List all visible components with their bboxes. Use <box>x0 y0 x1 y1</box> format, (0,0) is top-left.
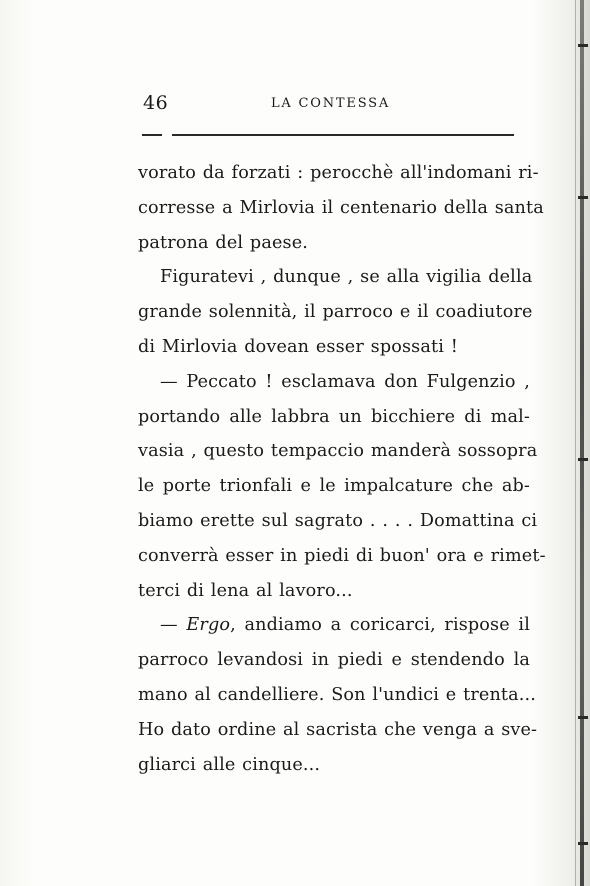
text-line: portando alle labbra un bicchiere di mal- <box>138 406 530 427</box>
book-edge <box>580 0 584 886</box>
text-line: Ho dato ordine al sacrista che venga a sve- <box>138 719 538 740</box>
edge-mark <box>578 44 588 47</box>
text-line: di Mirlovia dovean esser spossati ! <box>138 336 458 357</box>
text-line: — Peccato ! esclamava don Fulgenzio , <box>160 371 530 392</box>
dash: — <box>160 615 187 636</box>
text-line: converrà esser in piedi di buon' ora e rimet- <box>138 545 546 566</box>
text-line: gliarci alle cinque... <box>138 754 321 775</box>
text-line: le porte trionfali e le impalcature che ab- <box>138 476 530 497</box>
text-run: , andiamo a coricarci, rispose il <box>230 615 530 636</box>
running-header <box>143 92 523 116</box>
header-rule-short <box>142 134 162 136</box>
text-line: Figuratevi , dunque , se alla vigilia della <box>160 267 533 288</box>
edge-mark <box>578 716 588 719</box>
page-number: 46 <box>143 92 169 114</box>
italic-word: Ergo <box>186 615 231 636</box>
page-edge-line <box>575 0 576 886</box>
text-line: parroco levandosi in piedi e stendendo la <box>138 650 530 671</box>
edge-mark <box>578 458 588 461</box>
text-line: corresse a Mirlovia il centenario della santa <box>138 197 544 218</box>
text-line: patrona del paese. <box>138 232 309 253</box>
running-title: LA CONTESSA <box>271 96 391 111</box>
text-line: terci di lena al lavoro... <box>138 580 353 601</box>
edge-mark <box>578 842 588 845</box>
header-rule-long <box>172 134 514 136</box>
text-line: vorato da forzati : perocchè all'indomani ri- <box>138 163 539 183</box>
edge-mark <box>578 196 588 199</box>
text-line: mano al candelliere. Son l'undici e trenta... <box>138 684 537 705</box>
text-line: biamo erette sul sagrato . . . . Domattina ci <box>138 510 538 531</box>
text-line <box>138 608 530 643</box>
text-line: grande solennità, il parroco e il coadiutore <box>138 302 533 323</box>
text-line: vasia , questo tempaccio manderà sossopra <box>138 441 538 462</box>
body-text <box>138 156 546 782</box>
